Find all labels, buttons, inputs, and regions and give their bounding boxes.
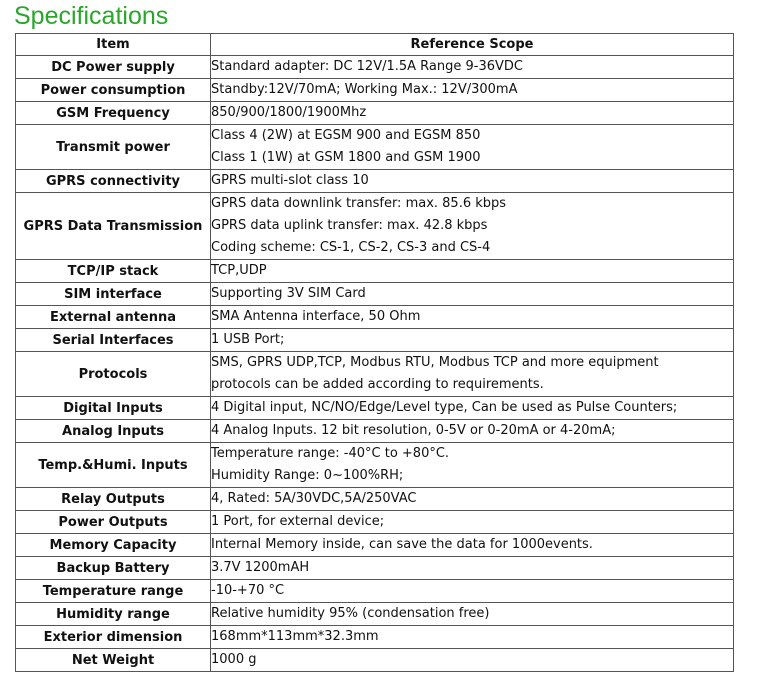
spec-reference-line: 4 Digital input, NC/NO/Edge/Level type, Can be used as Pulse Counters; bbox=[211, 400, 678, 415]
spec-reference-line: TCP,UDP bbox=[211, 263, 267, 278]
spec-reference-line: Supporting 3V SIM Card bbox=[211, 286, 366, 301]
spec-item-label: DC Power supply bbox=[16, 56, 211, 79]
spec-reference-cell bbox=[211, 283, 734, 306]
spec-reference-cell bbox=[211, 488, 734, 511]
spec-reference-line: 168mm*113mm*32.3mm bbox=[211, 629, 379, 644]
table-row bbox=[16, 260, 734, 283]
spec-reference-line: Standby:12V/70mA; Working Max.: 12V/300mA bbox=[211, 82, 518, 97]
spec-reference-cell bbox=[211, 626, 734, 649]
spec-item-label: Protocols bbox=[16, 352, 211, 397]
spec-item-label: Memory Capacity bbox=[16, 534, 211, 557]
table-row bbox=[16, 283, 734, 306]
table-row bbox=[16, 352, 734, 397]
spec-reference-cell bbox=[211, 79, 734, 102]
spec-item-label: Serial Interfaces bbox=[16, 329, 211, 352]
table-row bbox=[16, 534, 734, 557]
spec-item-label: GPRS Data Transmission bbox=[16, 193, 211, 260]
table-row bbox=[16, 329, 734, 352]
spec-item-label: Relay Outputs bbox=[16, 488, 211, 511]
table-row bbox=[16, 557, 734, 580]
spec-reference-cell bbox=[211, 352, 734, 397]
spec-reference-line: Internal Memory inside, can save the data for 1000events. bbox=[211, 537, 593, 552]
spec-reference-cell bbox=[211, 580, 734, 603]
spec-reference-line: 4 Analog Inputs. 12 bit resolution, 0-5V or 0-20mA or 4-20mA; bbox=[211, 423, 616, 438]
spec-reference-line: Temperature range: -40°C to +80°C. bbox=[211, 446, 450, 461]
spec-item-label: Digital Inputs bbox=[16, 397, 211, 420]
spec-item-label: Temp.&Humi. Inputs bbox=[16, 443, 211, 488]
column-header-item: Item bbox=[16, 34, 211, 56]
spec-reference-cell bbox=[211, 260, 734, 283]
table-row bbox=[16, 443, 734, 488]
table-row bbox=[16, 306, 734, 329]
spec-item-label: Backup Battery bbox=[16, 557, 211, 580]
spec-reference-cell bbox=[211, 420, 734, 443]
table-row bbox=[16, 125, 734, 170]
column-header-reference-scope: Reference Scope bbox=[211, 34, 734, 56]
spec-reference-line: GPRS data uplink transfer: max. 42.8 kbps bbox=[211, 218, 488, 233]
table-row bbox=[16, 649, 734, 672]
spec-reference-cell bbox=[211, 443, 734, 488]
spec-reference-line: 850/900/1800/1900Mhz bbox=[211, 105, 367, 120]
spec-reference-cell bbox=[211, 603, 734, 626]
spec-reference-line: 4, Rated: 5A/30VDC,5A/250VAC bbox=[211, 491, 417, 506]
table-row bbox=[16, 420, 734, 443]
spec-item-label: GSM Frequency bbox=[16, 102, 211, 125]
spec-reference-cell bbox=[211, 56, 734, 79]
spec-reference-line: Coding scheme: CS-1, CS-2, CS-3 and CS-4 bbox=[211, 240, 491, 255]
spec-reference-cell bbox=[211, 193, 734, 260]
spec-reference-line: SMA Antenna interface, 50 Ohm bbox=[211, 309, 421, 324]
spec-reference-cell bbox=[211, 557, 734, 580]
spec-reference-line: Relative humidity 95% (condensation free) bbox=[211, 606, 490, 621]
spec-reference-cell bbox=[211, 102, 734, 125]
spec-reference-line: SMS, GPRS UDP,TCP, Modbus RTU, Modbus TCP and more equipment bbox=[211, 355, 659, 370]
table-row bbox=[16, 397, 734, 420]
spec-item-label: Temperature range bbox=[16, 580, 211, 603]
spec-reference-line: GPRS data downlink transfer: max. 85.6 kbps bbox=[211, 196, 507, 211]
table-row bbox=[16, 102, 734, 125]
table-row bbox=[16, 580, 734, 603]
spec-reference-cell bbox=[211, 306, 734, 329]
page-title: Specifications bbox=[14, 2, 169, 30]
spec-item-label: Exterior dimension bbox=[16, 626, 211, 649]
spec-item-label: Net Weight bbox=[16, 649, 211, 672]
table-row bbox=[16, 56, 734, 79]
spec-reference-line: Standard adapter: DC 12V/1.5A Range 9-36VDC bbox=[211, 59, 523, 74]
spec-item-label: SIM interface bbox=[16, 283, 211, 306]
spec-reference-cell bbox=[211, 125, 734, 170]
spec-reference-cell bbox=[211, 329, 734, 352]
spec-reference-line: Class 1 (1W) at GSM 1800 and GSM 1900 bbox=[211, 150, 481, 165]
spec-reference-cell bbox=[211, 649, 734, 672]
table-row bbox=[16, 488, 734, 511]
spec-item-label: Power consumption bbox=[16, 79, 211, 102]
spec-item-label: Transmit power bbox=[16, 125, 211, 170]
table-row bbox=[16, 170, 734, 193]
table-row bbox=[16, 193, 734, 260]
table-row bbox=[16, 603, 734, 626]
spec-reference-line: GPRS multi-slot class 10 bbox=[211, 173, 369, 188]
spec-item-label: Analog Inputs bbox=[16, 420, 211, 443]
spec-reference-cell bbox=[211, 511, 734, 534]
table-body bbox=[16, 56, 734, 672]
spec-reference-line: Humidity Range: 0~100%RH; bbox=[211, 468, 404, 483]
spec-reference-cell bbox=[211, 397, 734, 420]
spec-item-label: Power Outputs bbox=[16, 511, 211, 534]
spec-reference-line: -10-+70 °C bbox=[211, 583, 285, 598]
table-row bbox=[16, 626, 734, 649]
spec-reference-line: 1 Port, for external device; bbox=[211, 514, 385, 529]
spec-item-label: External antenna bbox=[16, 306, 211, 329]
specifications-table bbox=[15, 33, 734, 672]
spec-reference-line: Class 4 (2W) at EGSM 900 and EGSM 850 bbox=[211, 128, 481, 143]
spec-item-label: GPRS connectivity bbox=[16, 170, 211, 193]
spec-reference-line: 3.7V 1200mAH bbox=[211, 560, 310, 575]
spec-reference-cell bbox=[211, 534, 734, 557]
spec-item-label: Humidity range bbox=[16, 603, 211, 626]
spec-reference-line: protocols can be added according to requirements. bbox=[211, 377, 544, 392]
spec-reference-cell bbox=[211, 170, 734, 193]
spec-reference-line: 1000 g bbox=[211, 652, 257, 667]
table-row bbox=[16, 511, 734, 534]
table-header-row bbox=[16, 34, 734, 56]
table-row bbox=[16, 79, 734, 102]
spec-item-label: TCP/IP stack bbox=[16, 260, 211, 283]
spec-reference-line: 1 USB Port; bbox=[211, 332, 285, 347]
